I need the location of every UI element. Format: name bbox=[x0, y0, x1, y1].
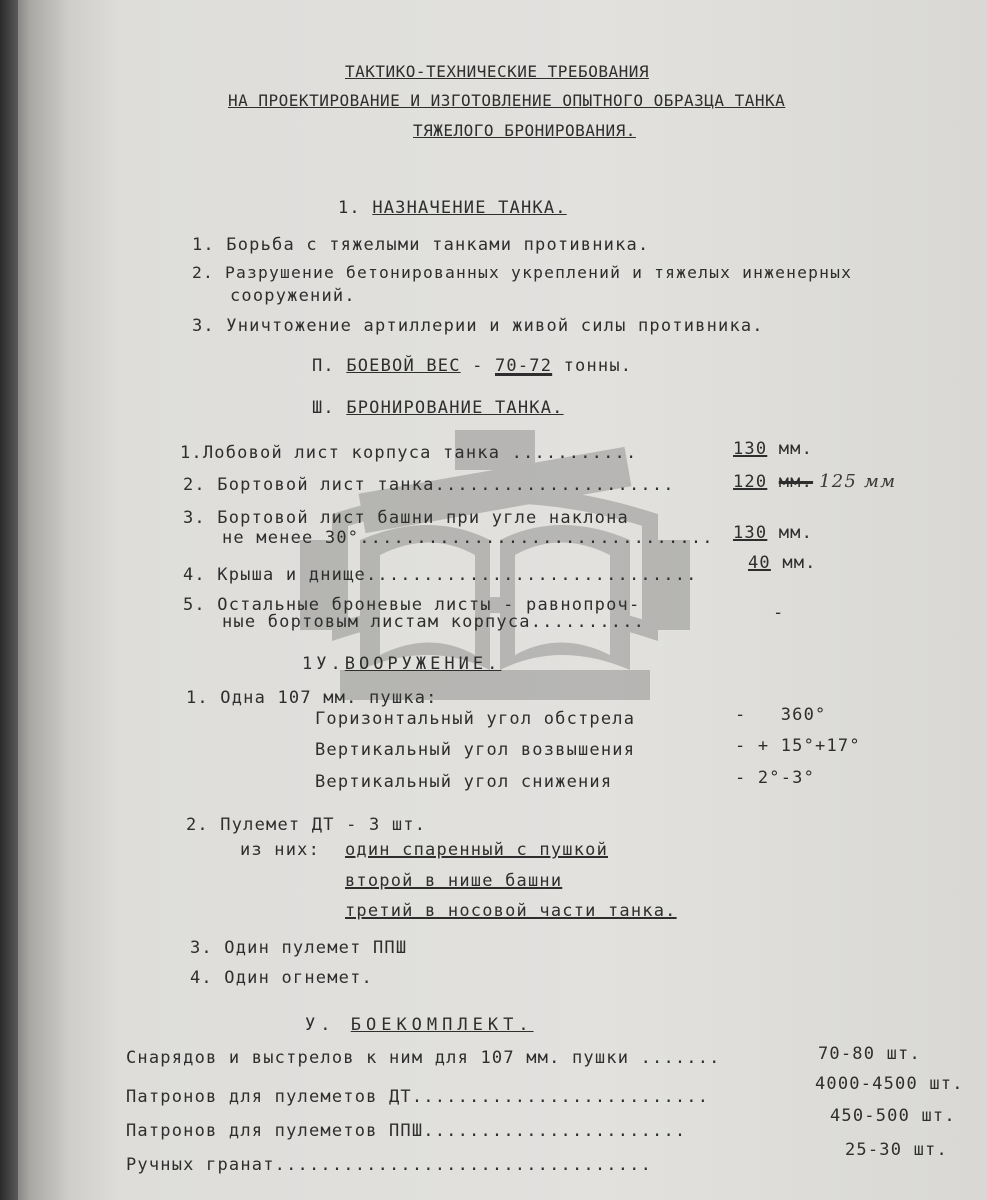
angle-value: - 360° bbox=[735, 705, 827, 725]
section5-heading bbox=[305, 1015, 534, 1035]
section3-title: БРОНИРОВАНИЕ ТАНКА. bbox=[346, 398, 564, 418]
ppsh-line: 3. Один пулемет ППШ bbox=[190, 938, 408, 958]
armor-item-label: 4. Крыша и днище............................. bbox=[183, 565, 698, 585]
armor-item-value: 130 мм. bbox=[733, 439, 814, 459]
section2-heading bbox=[312, 356, 632, 376]
section1-item: сооружений. bbox=[230, 286, 356, 306]
mg-sub-item: один спаренный с пушкой bbox=[345, 840, 609, 860]
combat-weight-unit: тонны. bbox=[563, 356, 633, 376]
section3-heading bbox=[312, 398, 564, 418]
mg-sub-label: из них: bbox=[240, 840, 321, 860]
armor-item-value: 130 мм. bbox=[733, 523, 814, 543]
gun-line: 1. Одна 107 мм. пушка: bbox=[186, 688, 438, 708]
angle-label: Вертикальный угол возвышения bbox=[315, 740, 636, 760]
ammo-item-value: 25-30 шт. bbox=[845, 1140, 948, 1160]
armor-item-label: 1.Лобовой лист корпуса танка ........... bbox=[180, 443, 638, 463]
ammo-item-value: 70-80 шт. bbox=[818, 1044, 921, 1064]
doc-title-line3: ТЯЖЕЛОГО БРОНИРОВАНИЯ. bbox=[413, 121, 636, 140]
armor-item-label: не менее 30°............................... bbox=[222, 528, 714, 548]
armor-item-label: 3. Бортовой лист башни при угле наклона bbox=[183, 508, 629, 528]
ammo-item-value: 450-500 шт. bbox=[830, 1106, 956, 1126]
doc-title-line2: НА ПРОЕКТИРОВАНИЕ И ИЗГОТОВЛЕНИЕ ОПЫТНОГО ОБРАЗЦА ТАНКА bbox=[228, 91, 786, 110]
section1-item: 1. Борьба с тяжелыми танками противника. bbox=[192, 235, 650, 255]
angle-label: Вертикальный угол снижения bbox=[315, 772, 613, 792]
ammo-item-label: Снарядов и выстрелов к ним для 107 мм. пушки ....... bbox=[126, 1048, 721, 1068]
armor-item-label: ные бортовым листам корпуса.......... bbox=[222, 612, 646, 632]
ammo-item-value: 4000-4500 шт. bbox=[815, 1074, 964, 1094]
section5-num: У. bbox=[305, 1015, 336, 1035]
binding-edge bbox=[0, 0, 18, 1200]
doc-title-line1: ТАКТИКО-ТЕХНИЧЕСКИЕ ТРЕБОВАНИЯ bbox=[345, 62, 649, 81]
combat-weight-value: 70-72 bbox=[494, 356, 553, 376]
ammo-item-label: Патронов для пулеметов ППШ....................... bbox=[126, 1121, 687, 1141]
section4-heading bbox=[302, 654, 501, 674]
armor-item-label: 5. Остальные броневые листы - равнопроч- bbox=[183, 595, 641, 615]
section1-title: НАЗНАЧЕНИЕ ТАНКА. bbox=[372, 198, 567, 218]
mg-sub-item: третий в носовой части танка. bbox=[345, 901, 677, 921]
section1-num: 1. bbox=[338, 198, 361, 218]
angle-value: - + 15°+17° bbox=[735, 736, 861, 756]
section1-item: 2. Разрушение бетонированных укреплений и тяжелых инженерных bbox=[192, 263, 853, 282]
section4-title: ВООРУЖЕНИЕ. bbox=[344, 654, 502, 674]
section2-num: П. bbox=[312, 356, 335, 376]
section1-heading bbox=[338, 198, 567, 218]
section2-dash: - bbox=[472, 356, 484, 376]
ammo-item-label: Патронов для пулеметов ДТ.......................... bbox=[126, 1087, 710, 1107]
section4-num: 1У. bbox=[302, 654, 345, 674]
armor-item-value: 40 мм. bbox=[748, 553, 817, 573]
armor-item-value: - bbox=[773, 603, 785, 623]
armor-item-value: 120 мм. 125 мм bbox=[733, 471, 897, 492]
angle-label: Горизонтальный угол обстрела bbox=[315, 709, 636, 729]
section5-title: БОЕКОМПЛЕКТ. bbox=[350, 1015, 534, 1035]
angle-value: - 2°-3° bbox=[735, 768, 816, 788]
armor-item-label: 2. Бортовой лист танка..................... bbox=[183, 475, 675, 495]
section1-item: 3. Уничтожение артиллерии и живой силы противника. bbox=[192, 316, 764, 336]
ammo-item-label: Ручных гранат................................. bbox=[126, 1155, 653, 1175]
handwritten-note: 125 мм bbox=[819, 471, 897, 492]
section3-num: Ш. bbox=[312, 398, 335, 418]
mg-sub-item: второй в нише башни bbox=[345, 871, 563, 891]
flamethrower-line: 4. Один огнемет. bbox=[190, 968, 373, 988]
section2-title: БОЕВОЙ ВЕС bbox=[346, 356, 461, 376]
mg-line: 2. Пулемет ДТ - 3 шт. bbox=[186, 815, 427, 835]
